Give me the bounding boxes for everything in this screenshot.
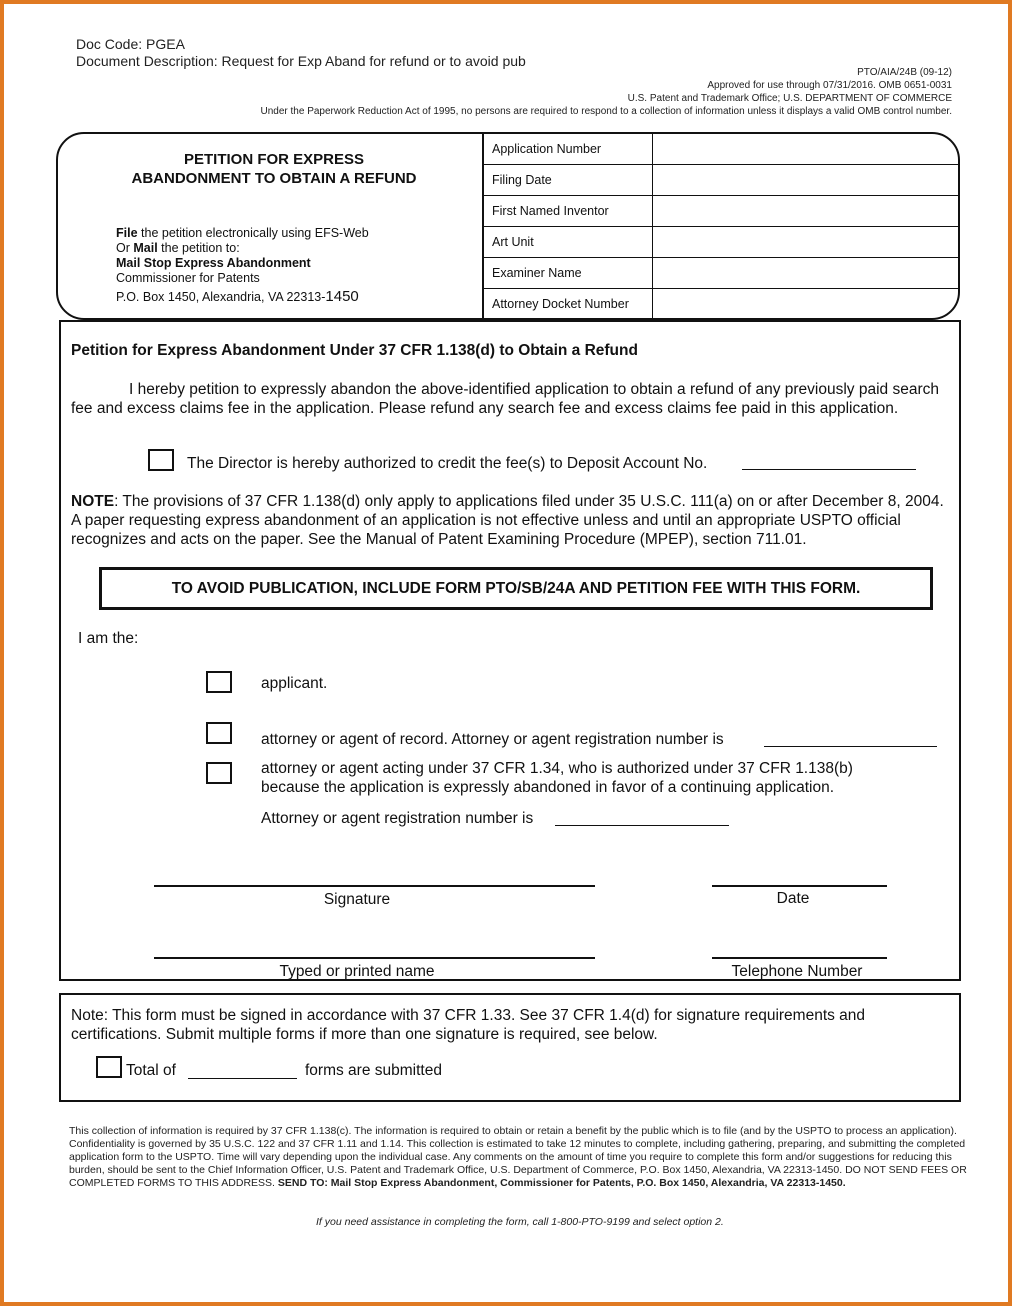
section-title: Petition for Express Abandonment Under 37 CFR 1.138(d) to Obtain a Refund — [71, 342, 638, 359]
date-input[interactable] — [712, 885, 887, 887]
field-label: Examiner Name — [492, 266, 582, 280]
total-forms-checkbox[interactable] — [96, 1056, 122, 1078]
application-info-box — [56, 132, 960, 320]
art-unit-input[interactable] — [652, 227, 960, 257]
omb-approval: Approved for use through 07/31/2016. OMB 0651-0031 — [707, 80, 952, 91]
note-label: NOTE — [71, 493, 115, 510]
field-label: Attorney Docket Number — [492, 297, 629, 311]
telephone-input[interactable] — [712, 957, 887, 959]
signature-label: Signature — [323, 891, 391, 908]
filing-instructions — [116, 226, 369, 305]
paperwork-notice: Under the Paperwork Reduction Act of 1995, no persons are required to respond to a collection of information unless it displays a valid OMB control number. — [260, 106, 952, 117]
po-box-zip: 1450 — [325, 288, 359, 305]
field-application-number — [484, 134, 960, 165]
note-paragraph — [71, 492, 951, 549]
form-number: PTO/AIA/24B (09-12) — [857, 67, 952, 78]
field-examiner-name — [484, 258, 960, 289]
deposit-account-checkbox[interactable] — [148, 449, 174, 471]
total-of-label: Total of — [126, 1062, 176, 1079]
forms-submitted-label: forms are submitted — [305, 1062, 442, 1079]
field-label: First Named Inventor — [492, 204, 609, 218]
send-to-text: SEND TO: Mail Stop Express Abandonment, Commissioner for Patents, P.O. Box 1450, Alexandria, VA 22313-1450. — [277, 1177, 846, 1189]
attorney-acting-label-line2: because the application is expressly abandoned in favor of a continuing application. — [261, 779, 835, 796]
field-art-unit — [484, 227, 960, 258]
burden-text: This collection of information is required by 37 CFR 1.138(c). The information is required to obtain or retain a benefit by the public which is to file (and by the USPTO to process an application). Confidentiality is governed by 35 U.S.C. 122 and 37 CFR 1.11 and 1.14. This collection is estimated to take 12 minutes to complete, including gathering, preparing, and submitting the completed application form to the USPTO. Time will vary depending upon the individual case. Any comments on the amount of time you require to complete this form and/or suggestions for reducing this burden, should be sent to the Chief Information Officer, U.S. Patent and Trademark Office, U.S. Department of Commerce, P.O. Box 1450, Alexandria, VA 22313-1450. DO NOT SEND FEES OR COMPLETED FORMS TO THIS ADDRESS. — [69, 1125, 967, 1189]
field-filing-date — [484, 165, 960, 196]
first-named-inventor-input[interactable] — [652, 196, 960, 226]
filing-date-input[interactable] — [652, 165, 960, 195]
applicant-label: applicant. — [261, 675, 328, 692]
field-label: Art Unit — [492, 235, 534, 249]
assistance-text: If you need assistance in completing the form, call 1-800-PTO-9199 and select option 2. — [316, 1216, 724, 1228]
application-number-input[interactable] — [652, 134, 960, 164]
registration-number-input[interactable] — [555, 825, 729, 826]
attorney-acting-label-line1: attorney or agent acting under 37 CFR 1.34, who is authorized under 37 CFR 1.138(b) — [261, 760, 853, 777]
burden-statement — [69, 1125, 967, 1190]
agency-name: U.S. Patent and Trademark Office; U.S. DEPARTMENT OF COMMERCE — [627, 93, 952, 104]
applicant-checkbox[interactable] — [206, 671, 232, 693]
note-text: : The provisions of 37 CFR 1.138(d) only apply to applications filed under 35 U.S.C. 111(a) on or after December 8, 2004. A paper requesting express abandonment of an application is not effective unless and until an appropriate USPTO official recognizes and acts on the paper. See the Manual of Patent Examining Procedure (MPEP), section 711.01. — [71, 493, 944, 548]
attorney-acting-checkbox[interactable] — [206, 762, 232, 784]
i-am-the-label: I am the: — [78, 630, 139, 647]
attorney-registration-input[interactable] — [764, 746, 937, 747]
petition-statement: I hereby petition to expressly abandon the above-identified application to obtain a refund of any previously paid search fee and excess claims fee in the application. Please refund any search fee and excess claims fee paid in this application. — [71, 381, 939, 417]
director-authorization-text: The Director is hereby authorized to credit the fee(s) to Deposit Account No. — [187, 455, 708, 472]
mail-bold: Mail — [133, 241, 158, 255]
attorney-docket-number-input[interactable] — [652, 289, 960, 320]
or-text: Or — [116, 241, 134, 255]
deposit-account-input[interactable] — [742, 469, 916, 470]
po-box: P.O. Box 1450, Alexandria, VA 22313- — [116, 290, 326, 304]
field-label: Filing Date — [492, 173, 552, 187]
file-bold: File — [116, 226, 138, 240]
telephone-label: Telephone Number — [731, 963, 863, 980]
date-label: Date — [776, 890, 810, 907]
doc-code: Doc Code: PGEA — [76, 36, 185, 52]
form-title-line1: PETITION FOR EXPRESS — [183, 151, 365, 168]
form-title-line2: ABANDONMENT TO OBTAIN A REFUND — [131, 170, 417, 187]
file-instruction: the petition electronically using EFS-Web — [137, 226, 369, 240]
mail-stop: Mail Stop Express Abandonment — [116, 256, 311, 270]
typed-name-input[interactable] — [154, 957, 595, 959]
form-title — [58, 150, 490, 188]
commissioner: Commissioner for Patents — [116, 271, 260, 285]
total-forms-input[interactable] — [188, 1078, 297, 1079]
typed-name-label: Typed or printed name — [279, 963, 435, 980]
field-attorney-docket-number — [484, 289, 960, 320]
attorney-of-record-checkbox[interactable] — [206, 722, 232, 744]
publication-warning: TO AVOID PUBLICATION, INCLUDE FORM PTO/SB/24A AND PETITION FEE WITH THIS FORM. — [99, 567, 933, 610]
petition-section — [59, 320, 961, 981]
examiner-name-input[interactable] — [652, 258, 960, 288]
mail-instruction: the petition to: — [157, 241, 240, 255]
registration-number-label: Attorney or agent registration number is — [261, 810, 534, 827]
field-label: Application Number — [492, 142, 602, 156]
attorney-of-record-label: attorney or agent of record. Attorney or agent registration number is — [261, 731, 724, 748]
signature-input[interactable] — [154, 885, 595, 887]
field-first-named-inventor — [484, 196, 960, 227]
signature-note-text: Note: This form must be signed in accordance with 37 CFR 1.33. See 37 CFR 1.4(d) for signature requirements and certifications. Submit multiple forms if more than one signature is required, see below. — [71, 1007, 866, 1043]
doc-description: Document Description: Request for Exp Aband for refund or to avoid pub — [76, 53, 526, 69]
signature-note-box — [59, 993, 961, 1102]
application-fields-grid — [482, 134, 960, 320]
